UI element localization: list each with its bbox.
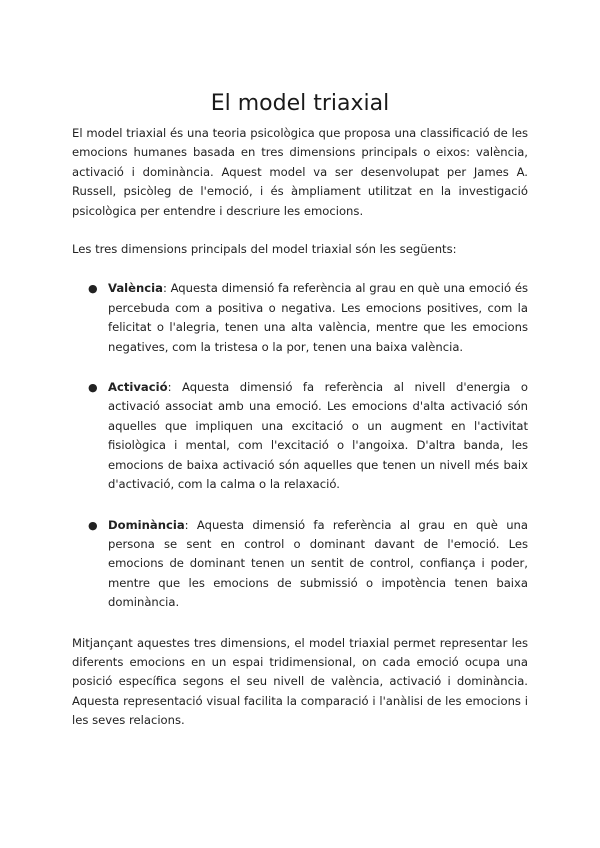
term-dominancia: Dominància [108, 517, 185, 532]
page-title: El model triaxial [210, 91, 390, 116]
bullet-icon: ● [88, 282, 98, 296]
lead-paragraph: Les tres dimensions principals del model triaxial són les següents: [72, 242, 457, 257]
list-item-activacio [88, 378, 528, 494]
definition-valencia: : Aquesta dimensió fa referència al grau en què una emoció és percebuda com a positiva o negativa. Les emocions positives, com la felicitat o l'alegria, tenen una alta valència, mentre que les emocions negatives, com la tristesa o la por, tenen una baixa valència. [108, 281, 528, 354]
term-activacio: Activació [108, 380, 168, 395]
dimensions-list [72, 279, 528, 612]
bullet-icon: ● [88, 518, 98, 532]
definition-dominancia: : Aquesta dimensió fa referència al grau en què una persona se sent en control o dominant davant de l'emoció. Les emocions de dominant tenen un sentit de control, confiança i poder, mentre que les emocions de submissió o impotència tenen baixa dominància. [108, 517, 528, 610]
bullet-icon: ● [88, 381, 98, 395]
list-item-dominancia [88, 516, 528, 613]
closing-paragraph: Mitjançant aquestes tres dimensions, el model triaxial permet representar les diferents emocions en un espai tridimensional, on cada emoció ocupa una posició específica segons el seu nivell de valència, activació i dominància. Aquesta representació visual facilita la comparació i l'anàlisi de les emocions i les seves relacions. [72, 635, 528, 728]
intro-paragraph: El model triaxial és una teoria psicològica que proposa una classificació de les emocions humanes basada en tres dimensions principals o eixos: valència, activació i dominància. Aquest model va ser desenvolupat per James A. Russell, psicòleg de l'emoció, i és àmpliament utilitzat en la investigació psicològica per entendre i descriure les emocions. [72, 126, 528, 218]
list-item-valencia [88, 279, 528, 357]
term-valencia: València [108, 281, 163, 296]
definition-activacio: : Aquesta dimensió fa referència al nivell d'energia o activació associat amb una emoció. Les emocions d'alta activació són aquelles que impliquen una excitació o un augment en l'activitat fisiològica i mental, com l'excitació o l'angoixa. D'altra banda, les emocions de baixa activació són aquelles que tenen un nivell més baix d'activació, com la calma o la relaxació. [108, 380, 528, 492]
